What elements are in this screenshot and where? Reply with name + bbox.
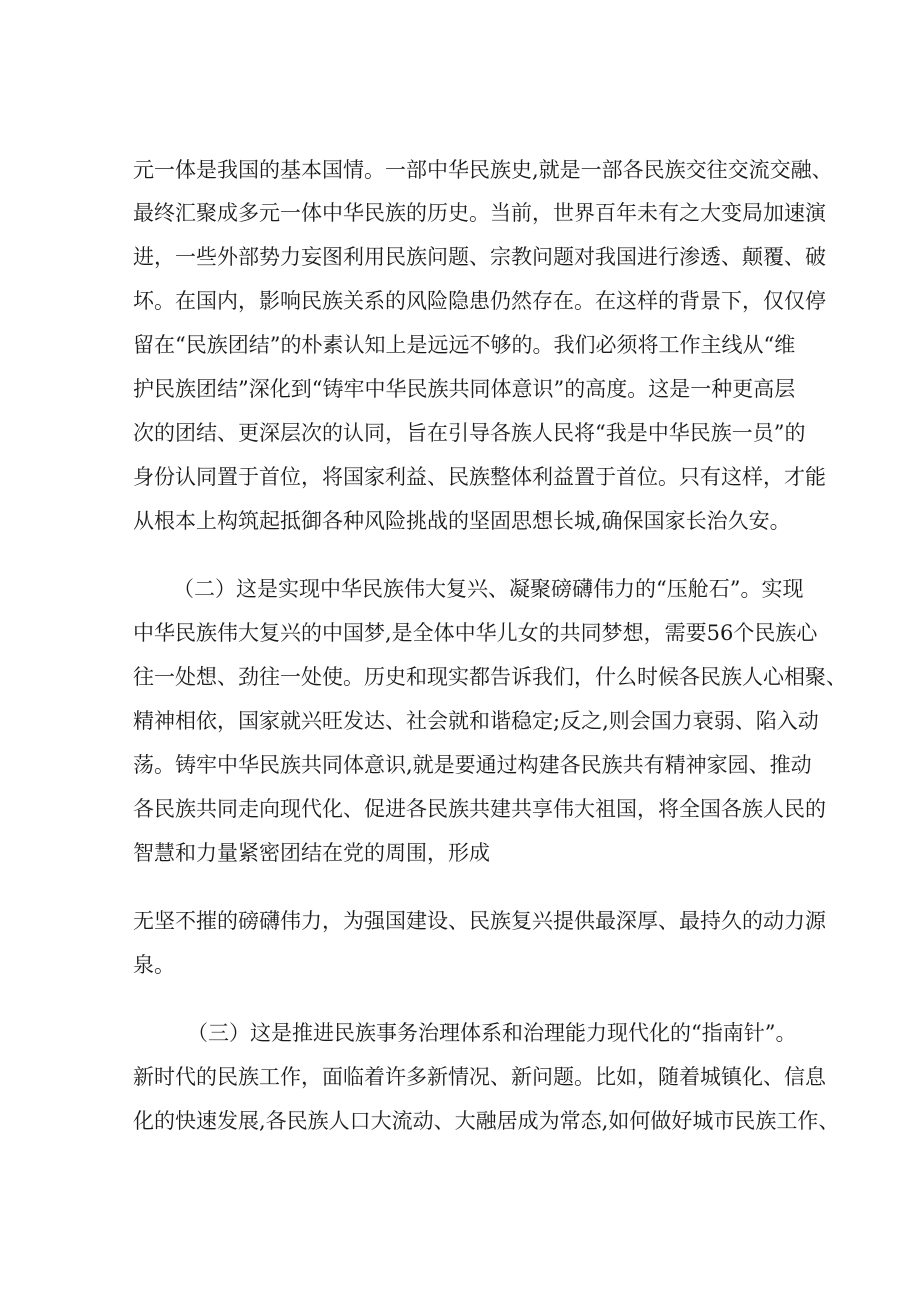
paragraph-1-line-2: 最终汇聚成多元一体中华民族的历史。当前，世界百年未有之大变局加速演 xyxy=(133,201,826,225)
paragraph-2-line-7: 智慧和力量紧密团结在党的周围，形成 xyxy=(133,841,490,865)
paragraph-2-line-4: 精神相依，国家就兴旺发达、社会就和谐稳定;反之,则会国力衰弱、陷入动 xyxy=(133,709,819,733)
paragraph-1-line-6: 护民族团结”深化到“铸牢中华民族共同体意识”的高度。这是一种更高层 xyxy=(133,377,796,401)
paragraph-1-line-4: 坏。在国内，影响民族关系的风险隐患仍然存在。在这样的背景下，仅仅停 xyxy=(133,289,826,313)
paragraph-2-line-3: 往一处想、劲往一处使。历史和现实都告诉我们，什么时候各民族人心相聚、 xyxy=(133,665,847,689)
paragraph-1-line-1: 元一体是我国的基本国情。一部中华民族史,就是一部各民族交往交流交融、 xyxy=(133,158,833,182)
paragraph-4-line-1: （三）这是推进民族事务治理体系和治理能力现代化的“指南针”。 xyxy=(187,1021,797,1045)
paragraph-3-line-2: 泉。 xyxy=(133,953,175,977)
paragraph-2-line-6: 各民族共同走向现代化、促进各民族共建共享伟大祖国，将全国各族人民的 xyxy=(133,797,826,821)
paragraph-2-line-2: 中华民族伟大复兴的中国梦,是全体中华儿女的共同梦想，需要56个民族心 xyxy=(133,621,818,645)
paragraph-1-line-7: 次的团结、更深层次的认同，旨在引导各族人民将“我是中华民族一员”的 xyxy=(133,421,806,445)
paragraph-1-line-3: 进，一些外部势力妄图利用民族问题、宗教问题对我国进行渗透、颠覆、破 xyxy=(133,245,826,269)
paragraph-4-line-2: 新时代的民族工作，面临着许多新情况、新问题。比如，随着城镇化、信息 xyxy=(133,1065,826,1089)
paragraph-4-line-3: 化的快速发展,各民族人口大流动、大融居成为常态,如何做好城市民族工作、 xyxy=(133,1109,840,1133)
paragraph-3-line-1: 无坚不摧的磅礴伟力，为强国建设、民族复兴提供最深厚、最持久的动力源 xyxy=(133,909,826,933)
paragraph-2-line-1: （二）这是实现中华民族伟大复兴、凝聚磅礴伟力的“压舱石”。实现 xyxy=(173,577,804,601)
paragraph-1-line-8: 身份认同置于首位，将国家利益、民族整体利益置于首位。只有这样，才能 xyxy=(133,465,826,489)
paragraph-2-line-5: 荡。铸牢中华民族共同体意识,就是要通过构建各民族共有精神家园、推动 xyxy=(133,753,812,777)
paragraph-1-line-5: 留在“民族团结”的朴素认知上是远远不够的。我们必须将工作主线从“维 xyxy=(133,333,796,357)
paragraph-1-line-9: 从根本上构筑起抵御各种风险挑战的坚固思想长城,确保国家长治久安。 xyxy=(133,509,791,533)
